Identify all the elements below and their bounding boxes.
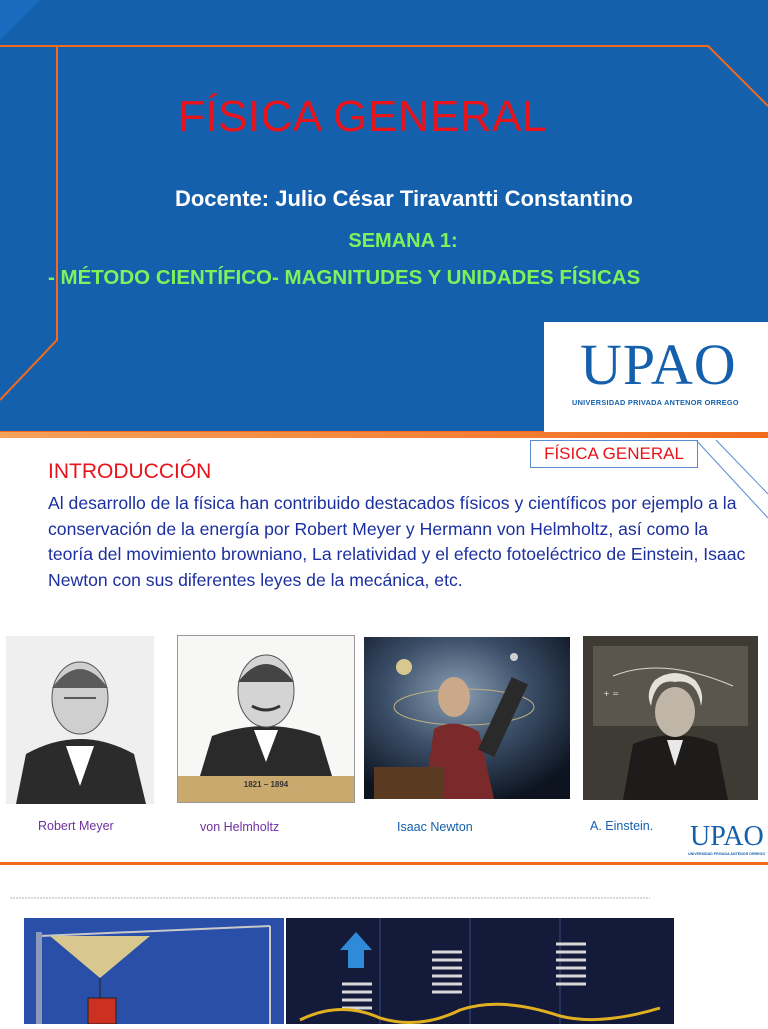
isaac-newton-photo — [364, 637, 570, 799]
helmholtz-photo — [177, 635, 355, 803]
upao-logo-small-subtitle: UNIVERSIDAD PRIVADA ANTENOR ORREGO — [688, 852, 766, 856]
experiment-illustration — [0, 870, 768, 1024]
intro-paragraph: Al desarrollo de la física han contribuido destacados físicos y científicos por ejemplo a la conservación de la energía por Robert Meyer y Hermann von Helmholtz, así como la teoría del movimiento browniano, La relatividad y el efecto fotoeléctrico de Einstein, Isaac Newton con sus diferentes leyes de la mecánica, etc. — [48, 493, 746, 590]
robert-meyer-photo — [6, 636, 154, 804]
upao-logo-subtitle: UNIVERSIDAD PRIVADA ANTENOR ORREGO — [572, 398, 739, 407]
introduction-slide — [0, 438, 768, 868]
upao-logo: UPAO — [580, 332, 737, 397]
experiment-slide — [0, 870, 768, 1024]
section-title: INTRODUCCIÓN — [48, 460, 212, 483]
teacher-name: Docente: Julio César Tiravantti Constantino — [174, 186, 633, 211]
photo-dates: 1821 – 1894 — [243, 780, 289, 789]
svg-text:+ =: + = — [603, 689, 619, 698]
week-label: SEMANA 1: — [348, 230, 458, 252]
header-label: FÍSICA GENERAL — [530, 440, 698, 468]
caption-isaac-newton: Isaac Newton — [397, 820, 473, 834]
slide-bottom-bar — [0, 862, 768, 865]
title-slide — [0, 0, 768, 432]
topic-title: - MÉTODO CIENTÍFICO- MAGNITUDES Y UNIDADES FÍSICAS — [48, 266, 641, 289]
upao-logo-small: UPAO — [690, 821, 764, 852]
course-title: FÍSICA GENERAL — [178, 92, 547, 141]
caption-einstein: A. Einstein. — [590, 819, 654, 833]
caption-robert-meyer: Robert Meyer — [38, 819, 114, 833]
einstein-photo — [583, 636, 758, 800]
caption-helmholtz: von Helmholtz — [200, 820, 280, 834]
